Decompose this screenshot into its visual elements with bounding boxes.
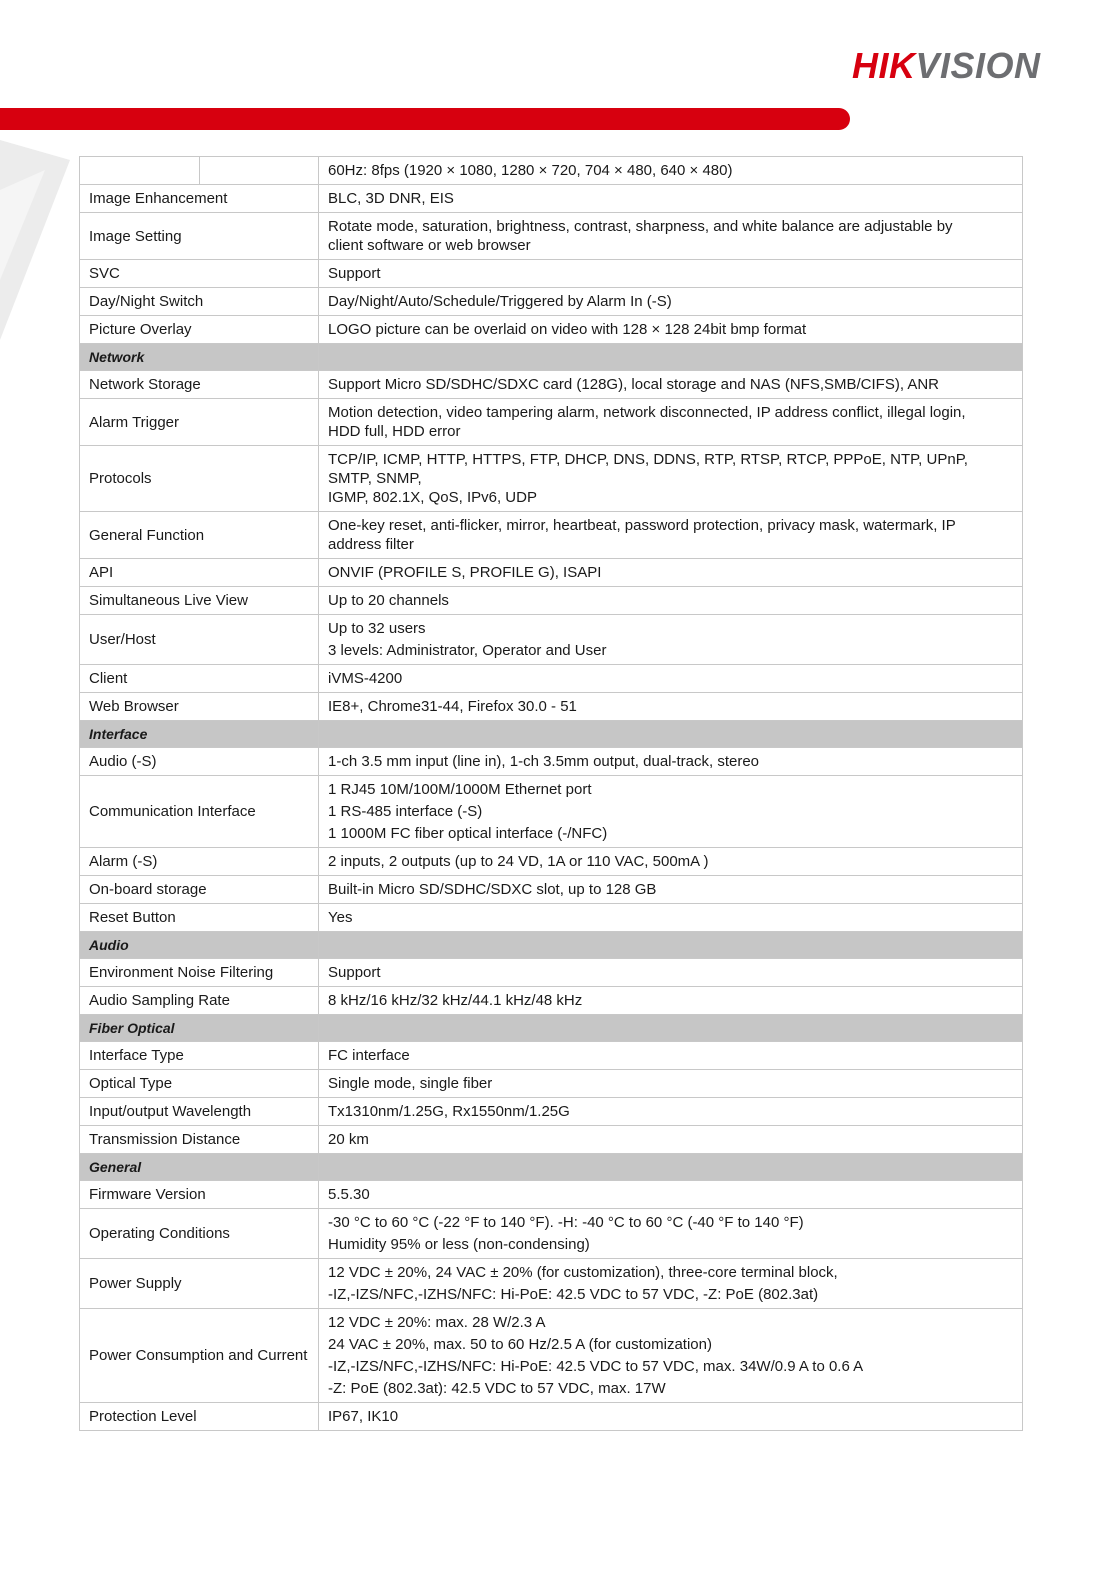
spec-value-line: Yes: [328, 909, 353, 926]
spec-label: On-board storage: [80, 876, 319, 904]
section-header-row: [80, 721, 1023, 748]
spec-value-line: ONVIF (PROFILE S, PROFILE G), ISAPI: [328, 564, 602, 581]
spec-value: [319, 1403, 1023, 1431]
section-header-row: [80, 344, 1023, 371]
spec-table: [79, 156, 1023, 1431]
spec-value: [319, 260, 1023, 288]
spec-row: [80, 157, 1023, 185]
section-blank-cell: [319, 721, 1023, 748]
cell-divider: [199, 156, 200, 185]
spec-value-line: 3 levels: Administrator, Operator and User: [328, 642, 607, 659]
spec-value: [319, 693, 1023, 721]
section-header-row: [80, 1154, 1023, 1181]
spec-value-line: Support Micro SD/SDHC/SDXC card (128G), local storage and NAS (NFS,SMB/CIFS), ANR: [328, 376, 940, 393]
spec-value-line: -IZ,-IZS/NFC,-IZHS/NFC: Hi-PoE: 42.5 VDC to 57 VDC, max. 34W/0.9 A to 0.6 A: [328, 1358, 864, 1375]
spec-value: [319, 587, 1023, 615]
spec-label: Reset Button: [80, 904, 319, 932]
section-title: Interface: [80, 721, 319, 748]
spec-value-line: IP67, IK10: [328, 1408, 399, 1425]
spec-value: [319, 1259, 1023, 1309]
spec-row: [80, 1403, 1023, 1431]
spec-label: Audio Sampling Rate: [80, 987, 319, 1015]
spec-row: [80, 1042, 1023, 1070]
spec-label: Image Enhancement: [80, 185, 319, 213]
spec-label: Day/Night Switch: [80, 288, 319, 316]
spec-value-line: TCP/IP, ICMP, HTTP, HTTPS, FTP, DHCP, DNS, DDNS, RTP, RTSP, RTCP, PPPoE, NTP, UPnP, SMTP, SNMP,: [328, 451, 968, 487]
spec-label: Interface Type: [80, 1042, 319, 1070]
spec-row: [80, 1098, 1023, 1126]
spec-row: [80, 665, 1023, 693]
spec-row: [80, 213, 1023, 260]
spec-value: [319, 316, 1023, 344]
spec-value: [319, 185, 1023, 213]
spec-value-line: Built-in Micro SD/SDHC/SDXC slot, up to 128 GB: [328, 881, 657, 898]
spec-value-line: FC interface: [328, 1047, 410, 1064]
section-title: Network: [80, 344, 319, 371]
section-header-row: [80, 932, 1023, 959]
spec-value: [319, 848, 1023, 876]
spec-value: [319, 876, 1023, 904]
spec-label: Optical Type: [80, 1070, 319, 1098]
spec-value-line: 12 VDC ± 20%: max. 28 W/2.3 A: [328, 1314, 546, 1331]
spec-row: [80, 587, 1023, 615]
spec-value: [319, 1098, 1023, 1126]
spec-label: Firmware Version: [80, 1181, 319, 1209]
spec-label: Communication Interface: [80, 776, 319, 848]
spec-label: Picture Overlay: [80, 316, 319, 344]
spec-value-line: Up to 32 users: [328, 620, 426, 637]
spec-value-line: BLC, 3D DNR, EIS: [328, 190, 454, 207]
spec-value-line: Support: [328, 265, 381, 282]
spec-value: [319, 1126, 1023, 1154]
spec-row: [80, 876, 1023, 904]
spec-value-line: LOGO picture can be overlaid on video with 128 × 128 24bit bmp format: [328, 321, 807, 338]
spec-value-line: 60Hz: 8fps (1920 × 1080, 1280 × 720, 704 × 480, 640 × 480): [328, 162, 733, 179]
spec-value: [319, 665, 1023, 693]
section-blank-cell: [319, 1015, 1023, 1042]
spec-label: Power Supply: [80, 1259, 319, 1309]
spec-row: [80, 615, 1023, 665]
spec-value: [319, 748, 1023, 776]
spec-label: General Function: [80, 512, 319, 559]
spec-row: [80, 288, 1023, 316]
spec-value-line: 1 RJ45 10M/100M/1000M Ethernet port: [328, 781, 592, 798]
spec-value-line: address filter: [328, 536, 414, 553]
spec-label: Input/output Wavelength: [80, 1098, 319, 1126]
spec-row: [80, 316, 1023, 344]
spec-value: [319, 288, 1023, 316]
section-blank-cell: [319, 932, 1023, 959]
spec-row: [80, 1181, 1023, 1209]
section-title: General: [80, 1154, 319, 1181]
spec-label: Protocols: [80, 446, 319, 512]
spec-label: SVC: [80, 260, 319, 288]
spec-row: [80, 776, 1023, 848]
spec-label: Simultaneous Live View: [80, 587, 319, 615]
header-red-bar: [0, 108, 850, 130]
logo-part-hik: HIK: [852, 45, 916, 86]
spec-label: Audio (-S): [80, 748, 319, 776]
spec-row: [80, 748, 1023, 776]
spec-label: [80, 157, 319, 185]
spec-row: [80, 848, 1023, 876]
spec-value: [319, 987, 1023, 1015]
spec-label: Operating Conditions: [80, 1209, 319, 1259]
spec-value: [319, 446, 1023, 512]
spec-value-line: One-key reset, anti-flicker, mirror, heartbeat, password protection, privacy mask, watermark, IP: [328, 517, 956, 534]
spec-value-line: client software or web browser: [328, 237, 531, 254]
spec-value-line: 1 1000M FC fiber optical interface (-/NFC): [328, 825, 608, 842]
spec-value: [319, 1181, 1023, 1209]
spec-value-line: 2 inputs, 2 outputs (up to 24 VD, 1A or 110 VAC, 500mA ): [328, 853, 709, 870]
spec-row: [80, 185, 1023, 213]
logo-part-vision: VISION: [915, 45, 1041, 86]
spec-value-line: 1-ch 3.5 mm input (line in), 1-ch 3.5mm output, dual-track, stereo: [328, 753, 760, 770]
spec-value: [319, 904, 1023, 932]
decorative-shape: [0, 130, 90, 360]
spec-row: [80, 446, 1023, 512]
spec-value-line: 24 VAC ± 20%, max. 50 to 60 Hz/2.5 A (for customization): [328, 1336, 712, 1353]
spec-value-line: HDD full, HDD error: [328, 423, 461, 440]
spec-row: [80, 1209, 1023, 1259]
spec-value: [319, 959, 1023, 987]
spec-value-line: Tx1310nm/1.25G, Rx1550nm/1.25G: [328, 1103, 570, 1120]
spec-value-line: 8 kHz/16 kHz/32 kHz/44.1 kHz/48 kHz: [328, 992, 583, 1009]
spec-value-line: -30 °C to 60 °C (-22 °F to 140 °F). -H: -40 °C to 60 °C (-40 °F to 140 °F): [328, 1214, 804, 1231]
spec-value-line: -Z: PoE (802.3at): 42.5 VDC to 57 VDC, max. 17W: [328, 1380, 666, 1397]
section-blank-cell: [319, 1154, 1023, 1181]
spec-table-body: [80, 157, 1023, 1431]
spec-value-line: 12 VDC ± 20%, 24 VAC ± 20% (for customization), three-core terminal block,: [328, 1264, 838, 1281]
spec-label: Client: [80, 665, 319, 693]
spec-value: [319, 615, 1023, 665]
spec-value-line: Humidity 95% or less (non-condensing): [328, 1236, 590, 1253]
spec-value-line: iVMS-4200: [328, 670, 403, 687]
spec-row: [80, 987, 1023, 1015]
spec-value-line: 20 km: [328, 1131, 369, 1148]
spec-row: [80, 399, 1023, 446]
spec-row: [80, 371, 1023, 399]
section-title: Fiber Optical: [80, 1015, 319, 1042]
spec-value: [319, 512, 1023, 559]
spec-value: [319, 1042, 1023, 1070]
spec-value: [319, 1209, 1023, 1259]
section-title: Audio: [80, 932, 319, 959]
spec-value-line: Motion detection, video tampering alarm, network disconnected, IP address conflict, illegal login,: [328, 404, 966, 421]
spec-value-line: 1 RS-485 interface (-S): [328, 803, 483, 820]
spec-label: Transmission Distance: [80, 1126, 319, 1154]
spec-value-line: Rotate mode, saturation, brightness, contrast, sharpness, and white balance are adjustable by: [328, 218, 953, 235]
spec-label: Image Setting: [80, 213, 319, 260]
spec-value: [319, 399, 1023, 446]
spec-value-line: -IZ,-IZS/NFC,-IZHS/NFC: Hi-PoE: 42.5 VDC to 57 VDC, -Z: PoE (802.3at): [328, 1286, 819, 1303]
spec-value-line: Day/Night/Auto/Schedule/Triggered by Alarm In (-S): [328, 293, 672, 310]
spec-value: [319, 213, 1023, 260]
spec-label: User/Host: [80, 615, 319, 665]
spec-value-line: 5.5.30: [328, 1186, 370, 1203]
spec-row: [80, 959, 1023, 987]
spec-row: [80, 1070, 1023, 1098]
spec-value-line: IE8+, Chrome31-44, Firefox 30.0 - 51: [328, 698, 577, 715]
spec-row: [80, 904, 1023, 932]
spec-row: [80, 1309, 1023, 1403]
spec-label: Environment Noise Filtering: [80, 959, 319, 987]
section-header-row: [80, 1015, 1023, 1042]
spec-label: Alarm Trigger: [80, 399, 319, 446]
spec-label: Network Storage: [80, 371, 319, 399]
spec-value-line: Up to 20 channels: [328, 592, 449, 609]
spec-row: [80, 693, 1023, 721]
spec-value: [319, 559, 1023, 587]
hikvision-logo: [852, 44, 1041, 88]
spec-value: [319, 157, 1023, 185]
spec-label: Web Browser: [80, 693, 319, 721]
spec-value: [319, 371, 1023, 399]
spec-row: [80, 260, 1023, 288]
spec-row: [80, 1259, 1023, 1309]
spec-value: [319, 1070, 1023, 1098]
spec-value-line: Single mode, single fiber: [328, 1075, 493, 1092]
spec-row: [80, 559, 1023, 587]
spec-label: Power Consumption and Current: [80, 1309, 319, 1403]
spec-value-line: Support: [328, 964, 381, 981]
spec-label: Protection Level: [80, 1403, 319, 1431]
spec-value: [319, 776, 1023, 848]
spec-value-line: IGMP, 802.1X, QoS, IPv6, UDP: [328, 489, 537, 506]
spec-value: [319, 1309, 1023, 1403]
spec-row: [80, 1126, 1023, 1154]
spec-label: API: [80, 559, 319, 587]
spec-row: [80, 512, 1023, 559]
spec-label: Alarm (-S): [80, 848, 319, 876]
section-blank-cell: [319, 344, 1023, 371]
